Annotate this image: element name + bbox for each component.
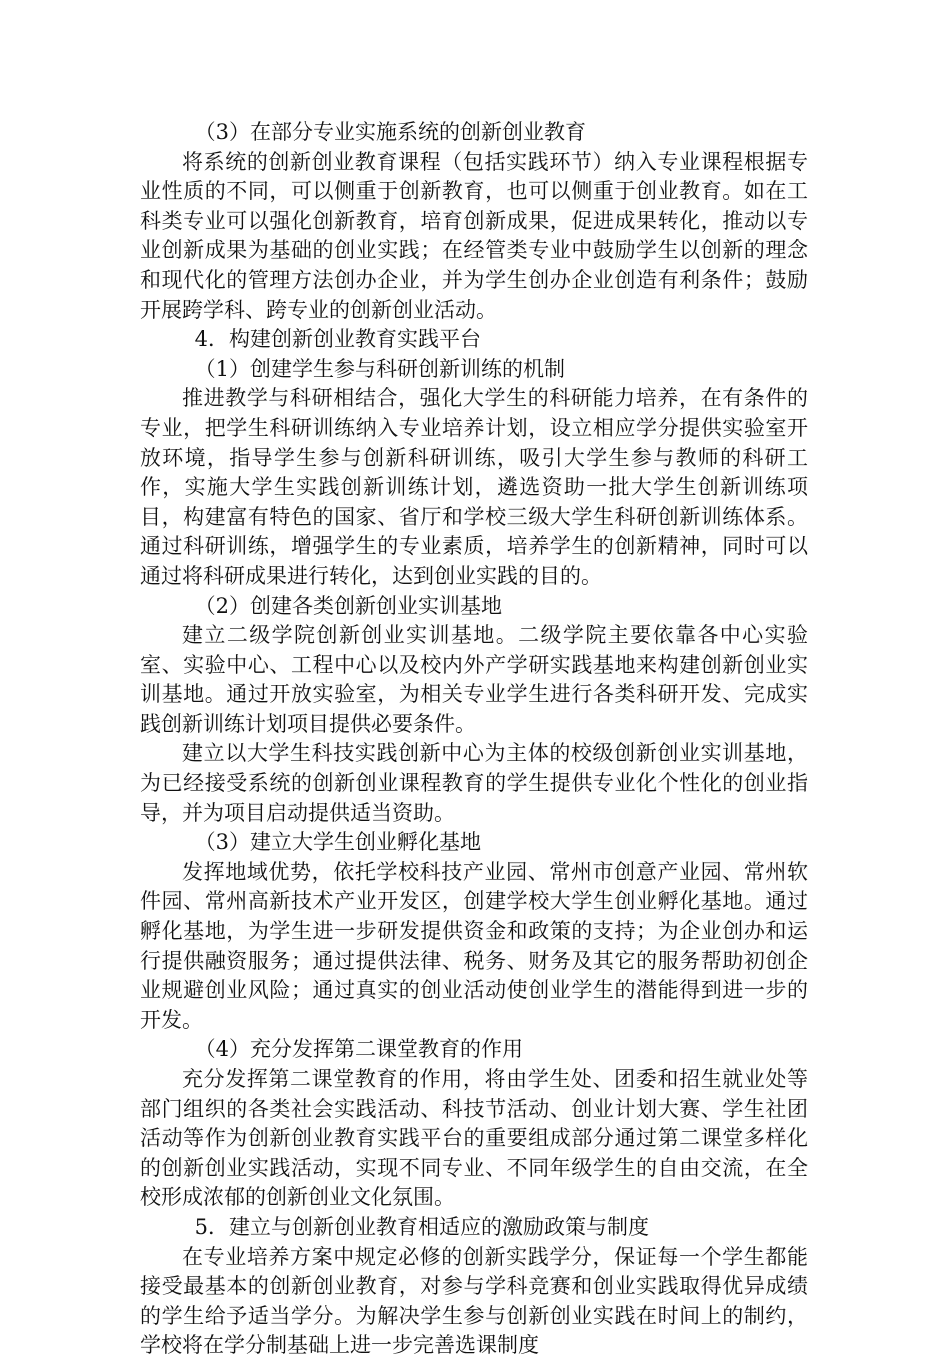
body-paragraph: 推进教学与科研相结合，强化大学生的科研能力培养，在有条件的专业，把学生科研训练纳入专业培养计划，设立相应学分提供实验室开放环境，指导学生参与创新科研训练，吸引大学生参与教师的科研工作，实施大学生实践创新训练计划，遴选资助一批大学生创新训练项目，构建富有特色的国家、省厅和学校三级大学生科研创新训练体系。通过科研训练，增强学生的专业素质，培养学生的创新精神，同时可以通过将科研成果进行转化，达到创业实践的目的。	[140, 386, 808, 588]
body-paragraph: 发挥地域优势，依托学校科技产业园、常州市创意产业园、常州软件园、常州高新技术产业开发区，创建学校大学生创业孵化基地。通过孵化基地，为学生进一步研发提供资金和政策的支持；为企业创办和运行提供融资服务；通过提供法律、税务、财务及其它的服务帮助初创企业规避创业风险；通过真实的创业活动使创业学生的潜能得到进一步的开发。	[140, 859, 808, 1032]
section-heading: 5．建立与创新创业教育相适应的激励政策与制度	[194, 1214, 649, 1239]
section-heading: （3）在部分专业实施系统的创新创业教育	[194, 120, 586, 144]
document-body	[140, 118, 808, 1361]
section-heading: （1）创建学生参与科研创新训练的机制	[194, 356, 565, 381]
body-paragraph: 建立二级学院创新创业实训基地。二级学院主要依靠各中心实验室、实验中心、工程中心以及校内外产学研实践基地来构建创新创业实训基地。通过开放实验室，为相关专业学生进行各类科研开发、完成实践创新训练计划项目提供必要条件。	[140, 623, 808, 736]
body-paragraph: 在专业培养方案中规定必修的创新实践学分，保证每一个学生都能接受最基本的创新创业教育，对参与学科竞赛和创业实践取得优异成绩的学生给予适当学分。为解决学生参与创新创业实践在时间上的制约，学校将在学分制基础上进一步完善选课制度	[140, 1244, 808, 1358]
section-heading: （4）充分发挥第二课堂教育的作用	[194, 1037, 523, 1062]
section-heading: （3）建立大学生创业孵化基地	[194, 830, 481, 855]
body-paragraph: 将系统的创新创业教育课程（包括实践环节）纳入专业课程根据专业性质的不同，可以侧重于创新教育，也可以侧重于创业教育。如在工科类专业可以强化创新教育，培育创新成果，促进成果转化，推动以专业创新成果为基础的创业实践；在经管类专业中鼓励学生以创新的理念和现代化的管理方法创办企业，并为学生创办企业创造有利条件；鼓励开展跨学科、跨专业的创新创业活动。	[140, 149, 808, 322]
body-paragraph: 建立以大学生科技实践创新中心为主体的校级创新创业实训基地，为已经接受系统的创新创业课程教育的学生提供专业化个性化的创业指导，并为项目启动提供适当资助。	[140, 741, 808, 825]
body-paragraph: 充分发挥第二课堂教育的作用，将由学生处、团委和招生就业处等部门组织的各类社会实践活动、科技节活动、创业计划大赛、学生社团活动等作为创新创业教育实践平台的重要组成部分通过第二课堂多样化的创新创业实践活动，实现不同专业、不同年级学生的自由交流，在全校形成浓郁的创新创业文化氛围。	[140, 1067, 808, 1210]
section-heading: 4．构建创新创业教育实践平台	[194, 327, 481, 352]
section-heading: （2）创建各类创新创业实训基地	[194, 593, 502, 618]
